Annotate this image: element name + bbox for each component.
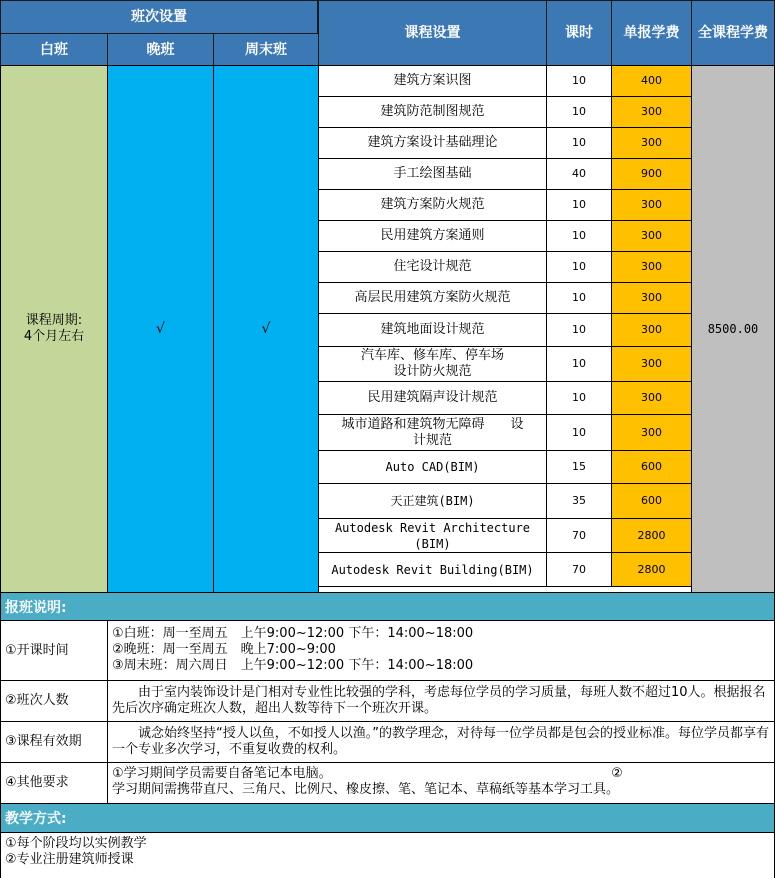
course-fee: 300 bbox=[611, 414, 692, 451]
course-hours: 70 bbox=[546, 518, 612, 553]
class-settings-header: 班次设置 bbox=[0, 0, 318, 34]
course-fee: 300 bbox=[611, 282, 692, 314]
course-fee: 300 bbox=[611, 96, 692, 128]
course-hours: 15 bbox=[546, 450, 612, 484]
course-hours: 10 bbox=[546, 346, 612, 382]
enroll-text-time: ①白班：周一至周五 上午9:00~12:00 下午：14:00~18:00 ②晚班：周一至周五 晚上7:00~9:00 ③周末班：周六周日 上午9:00~12:00 下午：14:00~18:00 bbox=[107, 620, 775, 681]
course-cycle-value: 4个月左右 bbox=[23, 329, 85, 344]
course-name: 建筑方案识图 bbox=[318, 65, 547, 97]
evening-class-header: 晚班 bbox=[107, 33, 214, 66]
course-name: Auto CAD(BIM) bbox=[318, 450, 547, 484]
course-name: 建筑防范制图规范 bbox=[318, 96, 547, 128]
course-fee: 300 bbox=[611, 251, 692, 283]
full-fee-header: 全课程学费 bbox=[691, 0, 775, 66]
course-name: 民用建筑隔声设计规范 bbox=[318, 381, 547, 415]
course-name: 民用建筑方案通则 bbox=[318, 220, 547, 252]
course-fee: 900 bbox=[611, 158, 692, 190]
teaching-item: ①每个阶段均以实例教学 bbox=[5, 836, 147, 851]
enroll-text-size: 由于室内装饰设计是门相对专业性比较强的学科，考虑每位学员的学习质量，每班人数不超过10人。根据报名先后次序确定班次人数，超出人数等待下一个班次开课。 bbox=[107, 680, 775, 722]
course-fee: 300 bbox=[611, 381, 692, 415]
course-fee: 300 bbox=[611, 220, 692, 252]
course-name: Autodesk Revit Building(BIM) bbox=[318, 552, 547, 587]
course-hours: 10 bbox=[546, 65, 612, 97]
teaching-list bbox=[0, 832, 775, 878]
course-hours: 10 bbox=[546, 189, 612, 221]
day-class-header: 白班 bbox=[0, 33, 108, 66]
course-fee: 600 bbox=[611, 483, 692, 519]
course-fee: 2800 bbox=[611, 518, 692, 553]
enroll-label-other: ④其他要求 bbox=[0, 762, 108, 804]
course-name: Autodesk Revit Architecture (BIM) bbox=[318, 518, 547, 553]
course-fee: 2800 bbox=[611, 552, 692, 587]
hours-header: 课时 bbox=[546, 0, 612, 66]
course-name: 汽车库、修车库、停车场 设计防火规范 bbox=[318, 346, 547, 382]
course-cycle-cell bbox=[0, 65, 108, 593]
course-hours: 10 bbox=[546, 96, 612, 128]
course-fee: 300 bbox=[611, 313, 692, 347]
course-settings-header: 课程设置 bbox=[318, 0, 547, 66]
course-cycle-label: 课程周期: bbox=[25, 313, 83, 328]
enroll-text-validity: 诚念始终坚持“授人以鱼，不如授人以渔。”的教学理念，对待每一位学员都是包会的授业标准。每位学员都享有一个专业多次学习，不重复收费的权利。 bbox=[107, 721, 775, 763]
course-name: 建筑方案设计基础理论 bbox=[318, 127, 547, 159]
enroll-label-time: ①开课时间 bbox=[0, 620, 108, 681]
teaching-item: ②专业注册建筑师授课 bbox=[5, 852, 134, 867]
course-hours: 10 bbox=[546, 220, 612, 252]
weekend-class-header: 周末班 bbox=[213, 33, 319, 66]
course-hours: 10 bbox=[546, 313, 612, 347]
course-fee: 300 bbox=[611, 189, 692, 221]
course-hours: 10 bbox=[546, 251, 612, 283]
full-fee-value: 8500.00 bbox=[691, 65, 775, 593]
evening-check-icon: √ bbox=[156, 321, 165, 337]
weekend-check-icon: √ bbox=[261, 321, 271, 337]
evening-class-cell bbox=[107, 65, 214, 593]
teaching-section-title: 教学方式: bbox=[0, 803, 775, 833]
course-name: 手工绘图基础 bbox=[318, 158, 547, 190]
course-hours: 10 bbox=[546, 381, 612, 415]
single-fee-header: 单报学费 bbox=[611, 0, 692, 66]
course-name: 城市道路和建筑物无障碍 设 计规范 bbox=[318, 414, 547, 451]
enroll-label-validity: ③课程有效期 bbox=[0, 721, 108, 763]
course-name: 住宅设计规范 bbox=[318, 251, 547, 283]
course-hours: 40 bbox=[546, 158, 612, 190]
course-fee: 600 bbox=[611, 450, 692, 484]
course-fee: 300 bbox=[611, 127, 692, 159]
course-name: 高层民用建筑方案防火规范 bbox=[318, 282, 547, 314]
course-fee: 400 bbox=[611, 65, 692, 97]
weekend-class-cell bbox=[213, 65, 319, 593]
course-name: 建筑地面设计规范 bbox=[318, 313, 547, 347]
course-fee: 300 bbox=[611, 346, 692, 382]
course-hours: 35 bbox=[546, 483, 612, 519]
enroll-text-other: ①学习期间学员需要自备笔记本电脑。 ② 学习期间需携带直尺、三角尺、比例尺、橡皮擦、笔、笔记本、草稿纸等基本学习工具。 bbox=[107, 762, 775, 804]
course-hours: 70 bbox=[546, 552, 612, 587]
course-name: 建筑方案防火规范 bbox=[318, 189, 547, 221]
enroll-label-size: ②班次人数 bbox=[0, 680, 108, 722]
course-name: 天正建筑(BIM) bbox=[318, 483, 547, 519]
course-hours: 10 bbox=[546, 127, 612, 159]
course-hours: 10 bbox=[546, 282, 612, 314]
enroll-section-title: 报班说明: bbox=[0, 592, 775, 621]
course-hours: 10 bbox=[546, 414, 612, 451]
